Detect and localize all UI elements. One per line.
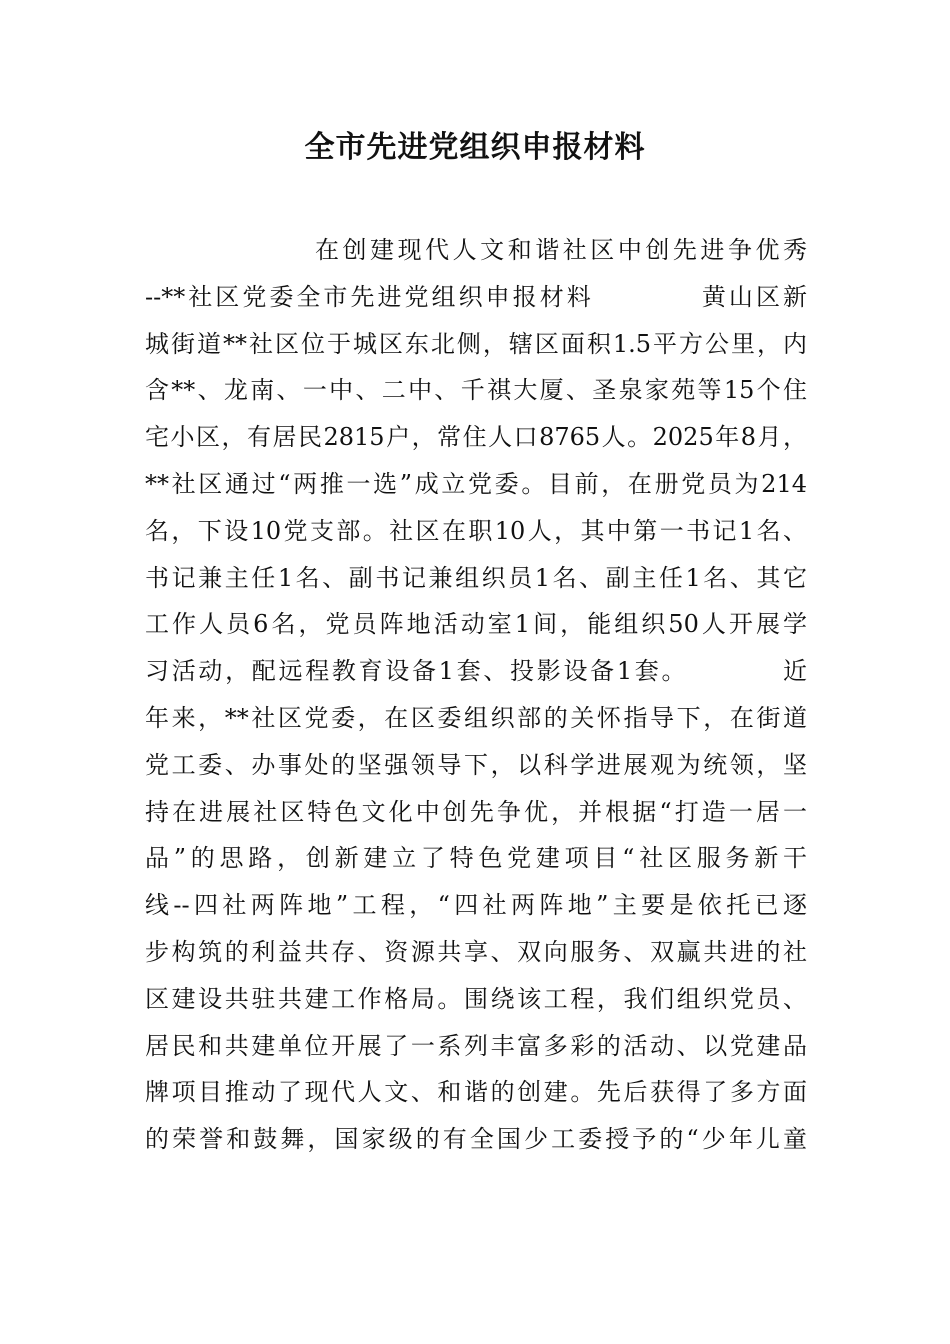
body-line: 宅小区，有居民2815户，常住人口8765人。2025年8月， — [145, 423, 807, 452]
body-line: 区建设共驻共建工作格局。围绕该工程，我们组织党员、 — [145, 984, 807, 1013]
body-line: 品”的思路，创新建立了特色党建项目“社区服务新干 — [145, 844, 807, 873]
body-line: 居民和共建单位开展了一系列丰富多彩的活动、以党建品 — [145, 1031, 807, 1060]
document-body — [145, 227, 807, 1163]
body-line: 的荣誉和鼓舞，国家级的有全国少工委授予的“少年儿童 — [145, 1125, 807, 1154]
document-title: 全市先进党组织申报材料 — [304, 130, 646, 165]
body-line: 城街道**社区位于城区东北侧，辖区面积1.5平方公里，内 — [145, 329, 807, 358]
body-line: 含**、龙南、一中、二中、千祺大厦、圣泉家苑等15个住 — [145, 376, 807, 405]
body-line: --**社区党委全市先进党组织申报材料 黄山区新 — [145, 282, 807, 311]
body-line: 步构筑的利益共存、资源共享、双向服务、双赢共进的社 — [145, 937, 807, 966]
body-line: 党工委、办事处的坚强领导下，以科学进展观为统领，坚 — [145, 750, 807, 779]
body-line: 工作人员6名，党员阵地活动室1间，能组织50人开展学 — [145, 610, 807, 639]
body-line: **社区通过“两推一选”成立党委。目前，在册党员为214 — [145, 469, 807, 498]
body-line: 书记兼主任1名、副书记兼组织员1名、副主任1名、其它 — [145, 563, 807, 592]
body-line: 在创建现代人文和谐社区中创先进争优秀 — [315, 236, 807, 264]
body-line: 牌项目推动了现代人文、和谐的创建。先后获得了多方面 — [145, 1078, 807, 1107]
body-line: 年来，**社区党委，在区委组织部的关怀指导下，在街道 — [145, 703, 807, 732]
body-line: 习活动，配远程教育设备1套、投影设备1套。 近 — [145, 657, 807, 686]
body-line: 线--四社两阵地”工程，“四社两阵地”主要是依托已逐 — [145, 891, 807, 920]
body-line: 持在进展社区特色文化中创先争优，并根据“打造一居一 — [145, 797, 807, 826]
body-line: 名，下设10党支部。社区在职10人，其中第一书记1名、 — [145, 516, 807, 545]
